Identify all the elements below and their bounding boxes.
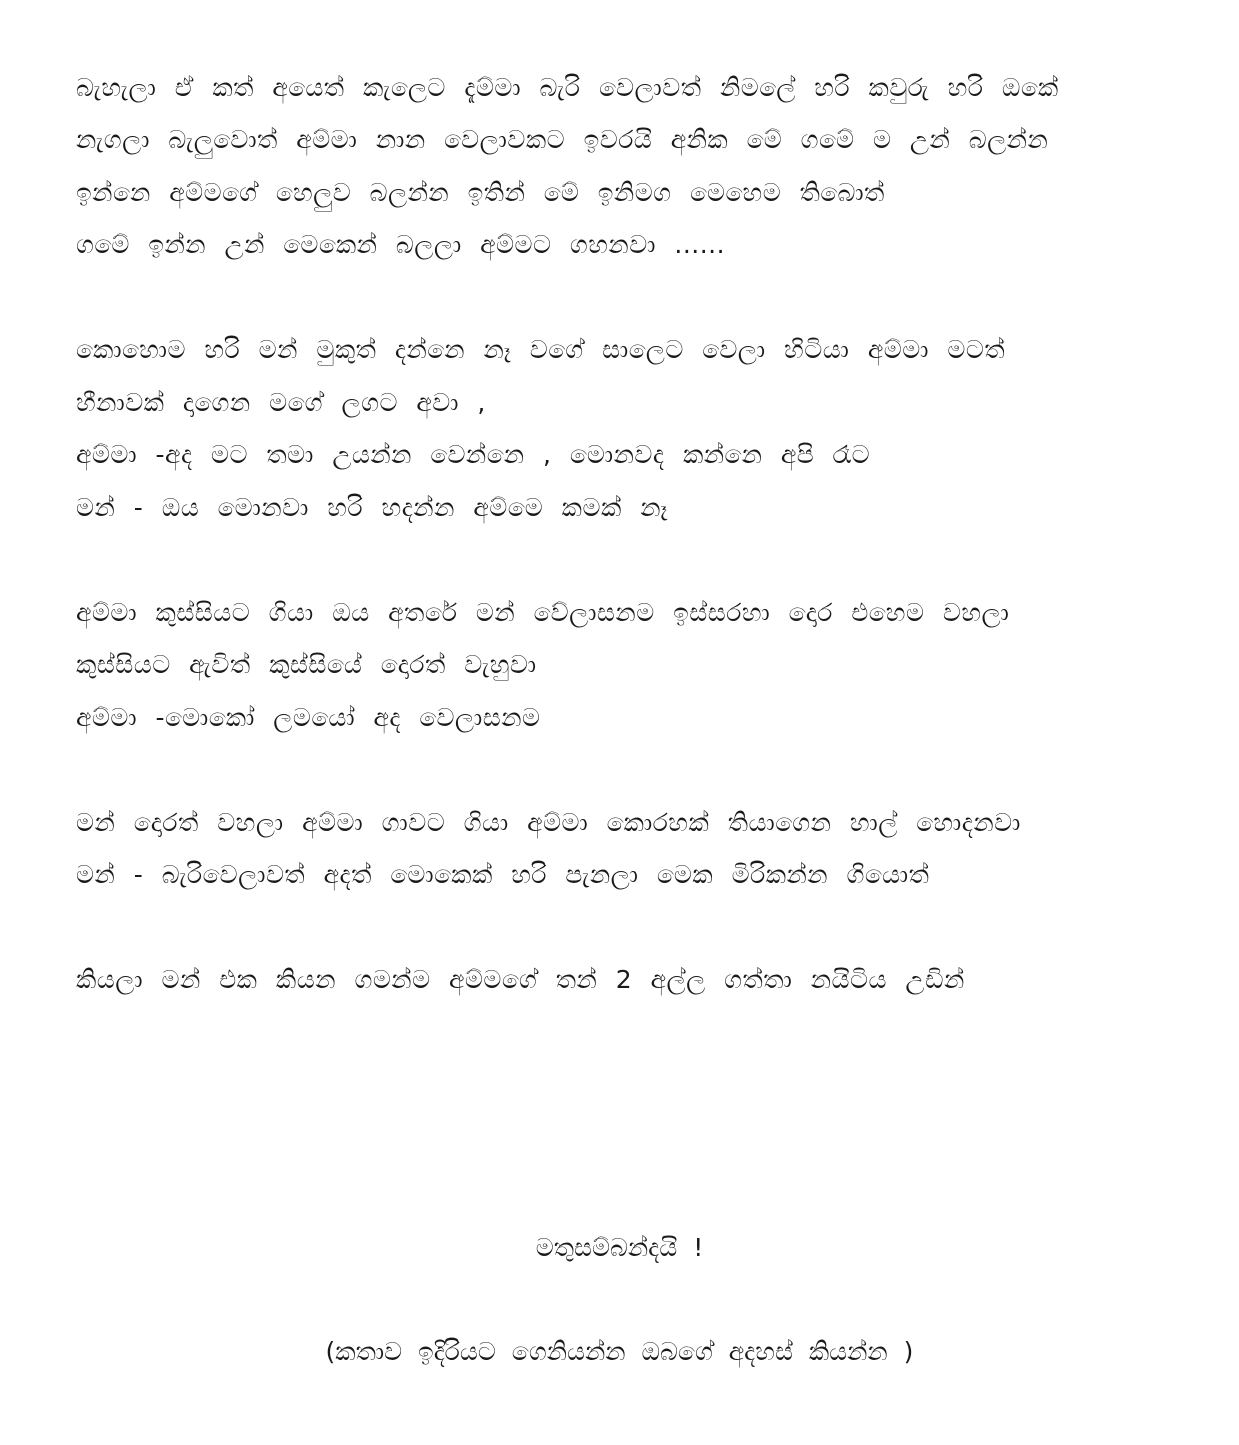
paragraph-1-line-4: ගමේ ඉන්න උන් මෙකෙන් බලලා අම්මට ගහනවා ...... xyxy=(76,230,726,259)
paragraph-2-line-3: අම්මා -අද මට තමා උයන්න වෙන්නෙ , මොනවද කන්නෙ අපි රෑට xyxy=(76,440,871,469)
closing-text: මතුසම්බන්දයි ! xyxy=(535,1233,704,1262)
paragraph-4-line-1: මන් දොරත් වහලා අම්මා ගාවට ගියා අම්මා කොරහක් තියාගෙන හාල් හොදනවා xyxy=(76,808,1021,837)
paragraph-3-line-1: අම්මා කුස්සියට ගියා ඔය අතරේ මන් වේලාසනම ඉස්සරහා දොර එහෙම වහලා xyxy=(76,598,1010,627)
paragraph-3-line-2: කුස්සියට ඇවිත් කුස්සියේ දොරත් වැහුවා xyxy=(76,650,537,679)
paragraph-2-line-4: මන් - ඔය මොනවා හරි හදන්න අම්මෙ කමක් නෑ xyxy=(76,493,668,522)
paragraph-4-line-2: මන් - බැරිවෙලාවත් අදත් මොකෙක් හරි පැනලා මෙක මිරිකන්න ගියොත් xyxy=(76,860,930,889)
paragraph-3-line-3: අම්මා -මොකෝ ලමයෝ අද වෙලාසනම xyxy=(76,703,541,732)
paragraph-5-line-1: කියලා මන් එක කියන ගමන්ම අම්මගේ තන් 2 අල්ල ගත්තා නයිටිය උඩින් xyxy=(76,965,965,994)
paragraph-2-line-2: හීනාවක් දාගෙන මගේ ලගට අවා , xyxy=(76,388,486,417)
comment-request-note: (කතාව ඉදිරියට ගෙනියන්න ඔබගේ අදහස් කියන්න ) xyxy=(325,1337,914,1366)
paragraph-1-line-2: නැගලා බැලුවොත් අම්මා නාන වෙලාවකට ඉවරයි අනික මේ ගමේ ම උන් බලන්න xyxy=(76,125,1049,154)
paragraph-2-line-1: කොහොම හරි මන් මුකුත් දන්නෙ නෑ වගේ සාලෙට වෙලා හිටියා අම්මා මටත් xyxy=(76,335,1006,364)
paragraph-1-line-1: බැහැලා ඒ කත් අයෙත් කැලෙට දැම්මා බැරි වෙලාවත් නිමලේ හරි කවුරු හරි ඔකේ xyxy=(76,73,1059,102)
paragraph-1-line-3: ඉන්නෙ අම්මගේ හෙලුව බලන්න ඉතින් මේ ඉනිමග මෙහෙම තිබොත් xyxy=(76,178,885,207)
